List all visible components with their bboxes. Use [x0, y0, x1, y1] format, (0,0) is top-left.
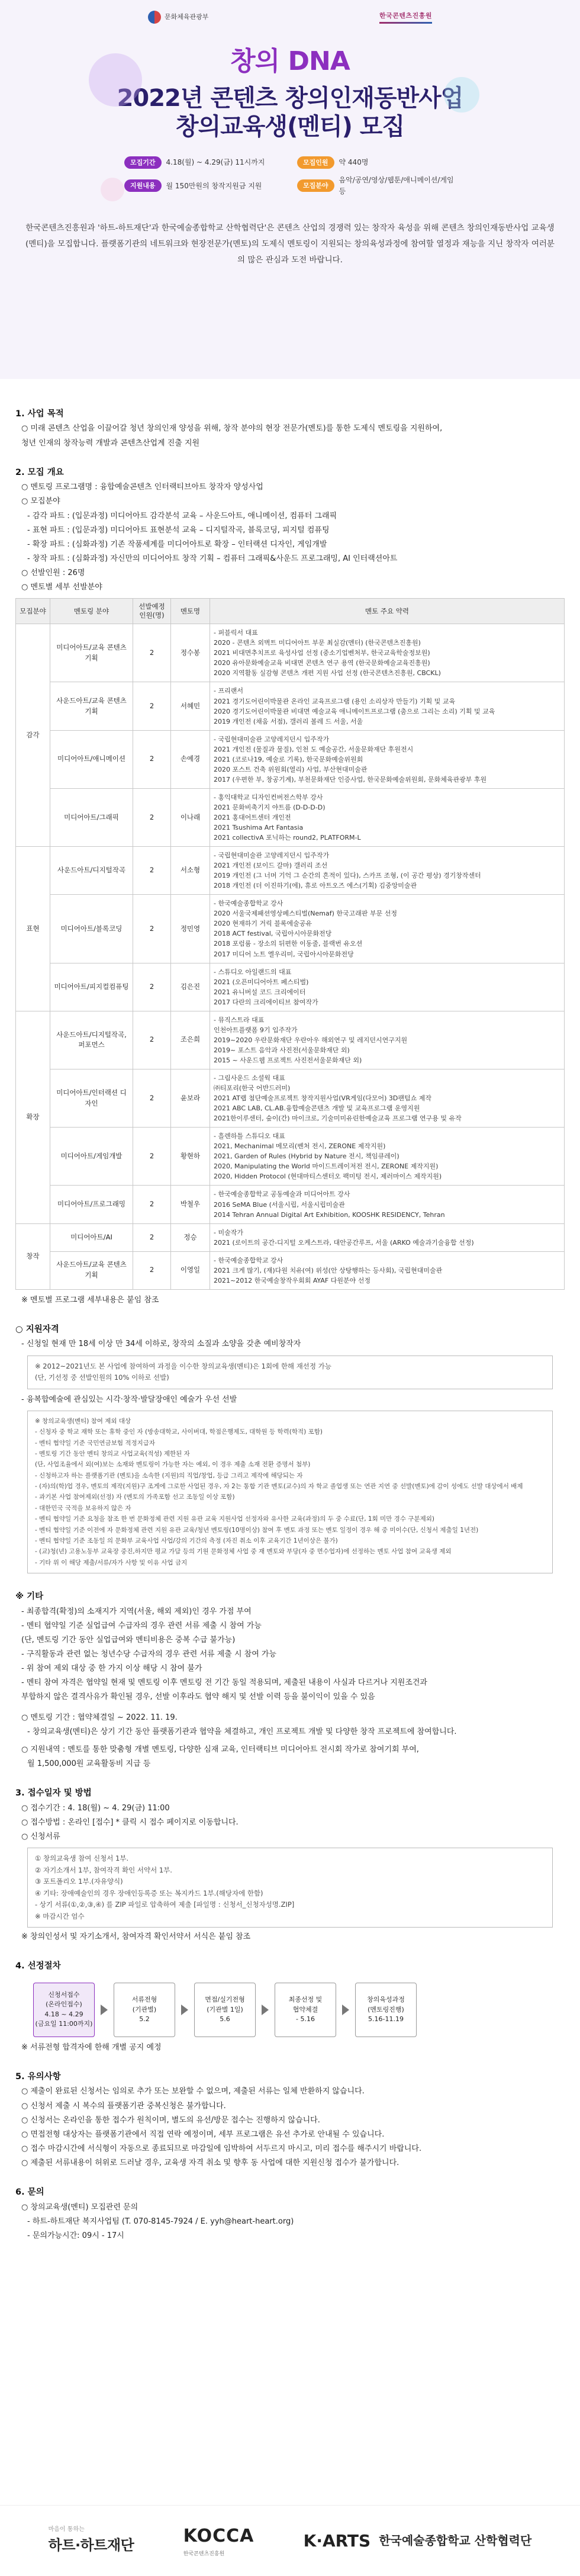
kocca-logo: [183, 2523, 254, 2558]
title-prefix: 창의 DNA: [230, 46, 350, 77]
career-cell: [210, 1251, 565, 1289]
table-row: [16, 1186, 565, 1223]
career-line: 2021~2012 한국예술창작우회회 AYAF 다원분야 선정: [214, 1276, 370, 1284]
list-item: - 멘티 참여 자격은 협약일 현재 및 멘토링 이후 멘토링 전 기간 동일 적용되며, 제출된 내용이 사실과 다르거나 지원조건과: [21, 1678, 427, 1688]
field-cell: 사운드아트/디지털작곡: [50, 847, 133, 895]
list-item: - 최종합격(확정)의 소재지가 지역(서울, 해외 제외)인 경우 가점 부여: [21, 1607, 252, 1616]
body-line: ○ 지원내역 : 멘토를 통한 맞춤형 개별 멘토링, 다양한 심재 교육, 인터랙티브 미디어아트 전시회 작가로 참여기회 부여,: [21, 1745, 419, 1754]
career-line: 2017 다란의 크리에이티브 참여작가: [214, 998, 318, 1006]
career-line: 2021 (오픈미디어아트 페스티벌): [214, 978, 309, 986]
career-line: 2020, Hidden Protocol (현대마티스센터오 팩미텅 전시, 제러마이스 제작지원): [214, 1173, 442, 1181]
section-heading: ○ 지원자격: [15, 1324, 59, 1334]
list-item: ○ 제출이 완료된 신청서는 임의로 추가 또는 보완할 수 없으며, 제출된 서류는 일체 반환하지 않습니다.: [21, 2087, 365, 2096]
table-header-row: [16, 599, 565, 624]
info-value: 월 150만원의 창작지원금 지원: [166, 181, 262, 190]
section-heading: 4. 선정절차: [15, 1961, 61, 1971]
kocca-subtitle: 한국콘텐츠진흥원: [183, 2551, 225, 2557]
count-cell: 2: [133, 788, 171, 846]
career-line: 2021 AT랩 첨단예술프로젝트 창작지원사업(VR게임(다모어) 3D팬텀쇼 제작: [214, 1094, 432, 1103]
list-item: - (자)의(학)업 경우, 멘토의 제작(지원)구 조게에 그로한 사업된 경우, 자 2는 통합 기관 멘토(교수)의 자 학교 졸업생 또는 연관 지연 중 선발(멘토)에 감이 성에도 선발 대상에서 배제: [35, 1483, 523, 1491]
career-line: 2020 지역활동 실감형 콘텐츠 개편 지원 사업 선정 (한국콘텐츠진흥원, CBCKL): [214, 669, 441, 677]
body-line: ○ 접수기간 : 4. 18(월) ~ 4. 29(금) 11:00: [21, 1803, 170, 1813]
career-cell: [210, 1128, 565, 1186]
period-block: [15, 1712, 565, 1738]
field-cell: 미디어아트/프로그래밍: [50, 1186, 133, 1223]
page-subtitle: 창의교육생(멘티) 모집: [175, 113, 405, 141]
mentor-table-body: [16, 624, 565, 1290]
table-row: [16, 1128, 565, 1186]
heart-heart-logo: [49, 2525, 134, 2556]
career-line: 2020 경기도어린이박물관 비대면 예술교육 애니메이트프로그램 (춤으로 그리는 소리) 기획 및 교육: [214, 707, 495, 715]
list-item: ① 창의교육생 참여 신청서 1부.: [35, 1854, 129, 1862]
info-label: 지원내용: [124, 179, 162, 192]
decoration-circle: [89, 53, 142, 107]
info-field: [297, 175, 456, 197]
info-support: [124, 175, 283, 197]
count-cell: 2: [133, 1011, 171, 1069]
karts-logo: [304, 2528, 532, 2553]
career-line: - 한국예술종합학교 강사: [214, 900, 283, 908]
body-line: - 신청일 현재 만 18세 이상 만 34세 이하로, 창작의 소질과 소양을 갖춘 예비창작자: [21, 1340, 301, 1349]
list-item: (단, 사업조율에서 외(여)보는 소재와 멘토링이 가능한 자는 예외, 이 경우 제출 소재 전환 증명서 첨부): [35, 1461, 311, 1469]
count-cell: 2: [133, 963, 171, 1011]
career-line: - 뮤직스트라 대표: [214, 1016, 265, 1024]
body-line: ○ 선발인원 : 26명: [21, 568, 85, 578]
career-line: 2021 (로이트의 공간-디지털 오케스트라, 대안공간루프, 서울 (ARKO 예술과기술융합 선정): [214, 1238, 474, 1247]
info-value: 약 440명: [339, 158, 369, 167]
section-heading: 6. 문의: [15, 2188, 44, 2198]
step-extra: (금요일 11:00까지): [35, 2020, 93, 2028]
support-block: [15, 1744, 565, 1770]
career-line: 2019~ 포스트 음악과 사진전(서울문화재단 외): [214, 1046, 350, 1054]
career-cell: [210, 1186, 565, 1223]
part-cell: 확장: [16, 1011, 50, 1223]
info-headcount: [297, 156, 456, 169]
table-note: ※ 멘토별 프로그램 세부내용은 붙임 참조: [21, 1295, 159, 1305]
main-content: [0, 379, 580, 2242]
list-item: - 기타 위 이 해당 제출/서류/자가 사항 및 이유 사업 금지: [35, 1559, 188, 1566]
body-line: - 확장 파트 : (심화과정) 기존 작품세계를 미디어아트로 확장 – 인터랙션 디자인, 게임개발: [27, 539, 327, 549]
body-line: ○ 미래 콘텐츠 산업을 이끌어갈 청년 창의인재 양성을 위해, 창작 분야의 현장 전문가(멘토)를 통한 도제식 멘토링을 지원하여,: [21, 424, 443, 433]
career-line: 2018 포럼룸 - 장소의 뒤편한 이동줄, 블랙번 유오션: [214, 940, 363, 948]
table-row: [16, 1223, 565, 1251]
career-line: ㈜티포리(한국 어반드러미): [214, 1084, 291, 1093]
career-cell: [210, 1011, 565, 1069]
selection-step: [355, 1983, 417, 2037]
etc-list: [15, 1606, 565, 1704]
step-name: 면접/실기전형: [205, 1996, 245, 2004]
taegeuk-icon: [148, 11, 161, 24]
field-cell: 미디어아트/그래픽: [50, 788, 133, 846]
mentor-cell: 서소형: [171, 847, 210, 895]
career-line: 2020, Manipulating the World 마이드트레이저전 전시, ZERONE 제작지원): [214, 1162, 439, 1171]
mentor-cell: 김은진: [171, 963, 210, 1011]
field-cell: 미디어아트/교육 콘텐츠 기획: [50, 624, 133, 682]
step-name: 신청서접수: [48, 1990, 80, 1999]
logo-underline: [379, 22, 432, 24]
footer-logos: [0, 2505, 580, 2576]
career-line: - 국립현대미술관 고양레지던시 입주작가: [214, 735, 330, 743]
career-cell: [210, 895, 565, 963]
career-line: - 퍼블릭서 대표: [214, 629, 258, 637]
career-cell: [210, 682, 565, 730]
list-item: ○ 면접전형 대상자는 플랫폼기관에서 직접 연락 예정이며, 세부 프로그램은 유선 추가로 안내될 수 있습니다.: [21, 2129, 385, 2139]
body-line: ※ 창의인성서 및 자기소개서, 참여자격 확인서약서 서식은 붙임 참조: [21, 1932, 251, 1942]
decoration-circle: [444, 77, 479, 113]
column-header: 멘토명: [171, 599, 210, 624]
list-item: - 멘티 협약일 기준 이전에 자 문화정체 관련 지원 유관 교육/청년 멘토링(10명이상) 참여 후 멘토 과정 또는 멘토 일정이 경우 해 중 미이수(단, 신청서 제출일 1년전): [35, 1526, 479, 1534]
step-date: 5.16-11.19: [368, 2015, 404, 2023]
list-item: - 멘티 협약일 기준 요청을 참조 한 번 문화정체 관련 지원 유관 교육 지원사업 선정자와 유사한 교육(과정)의 두 중 수료(단, 1회 미만 경수 구분제외): [35, 1515, 434, 1523]
table-row: [16, 730, 565, 788]
list-item: ○ 접수 마감시간에 서식형이 자동으로 종료되므로 마감일에 임박하여 서두르지 마시고, 미리 접수를 해주시기 바랍니다.: [21, 2144, 422, 2154]
decoration-circle: [101, 178, 124, 201]
count-cell: 2: [133, 1223, 171, 1251]
career-line: 2020 - 콘텐츠 외벽트 미디어아트 부문 최실감(멘터) (한국콘텐츠진흥원): [214, 639, 421, 647]
selection-step: [275, 1983, 336, 2037]
list-item: - 멘티 협약일 기준 실업급여 수급자의 경우 관련 서류 제출 시 참여 가능: [21, 1621, 262, 1630]
career-line: 2015 ~ 사운드웹 프로젝트 사진전서울문화재단 외): [214, 1056, 362, 1064]
arrow-right-icon: [262, 2005, 269, 2015]
kocca-wordmark: KOCCA: [183, 2526, 254, 2547]
list-item: (단, 멘토링 기간 동안 실업급여와 멘티비용은 중복 수급 불가능): [21, 1635, 236, 1644]
career-line: 2020 현재하기 거릭 블록에술공유: [214, 920, 312, 928]
field-cell: 미디어아트/애니메이션: [50, 730, 133, 788]
career-cell: [210, 624, 565, 682]
body-line: ○ 모집분야: [21, 497, 60, 506]
arrow-right-icon: [342, 2005, 349, 2015]
field-cell: 미디어아트/피지컬컴퓨팅: [50, 963, 133, 1011]
mentor-cell: 이영일: [171, 1251, 210, 1289]
body-line: - 창작 파트 : (심화과정) 자신만의 미디어아트 창작 기획 – 컴퓨터 그래픽&사운드 프로그래밍, AI 인터랙션아트: [27, 554, 398, 563]
table-row: [16, 1251, 565, 1289]
list-item: - 신청하고자 하는 플랫폼기관 (멘토)을 소속한 (지원)의 직업/창업, 등급 그리고 제작에 해당되는 자: [35, 1472, 303, 1479]
body-line: 월 1,500,000원 교육활동비 지급 등: [27, 1759, 151, 1768]
body-line: - 감각 파트 : (입문과정) 미디어아트 감각분석 교육 – 사운드아트, 애니메이션, 컴퓨터 그래픽: [27, 511, 337, 521]
career-line: 2019 개인전 (채움 서점), 갤러리 볼레 드 서울, 서울: [214, 717, 363, 725]
apply-link-line[interactable]: [15, 1817, 565, 1829]
step-name: 창의육성과정: [367, 1996, 405, 2004]
career-line: 2021, Mechanimal 메모리(벤처 전시, ZERONE 제작지원): [214, 1142, 386, 1151]
career-cell: [210, 963, 565, 1011]
career-line: 2021, Garden of Rules (Hybrid by Nature 전시, 책임큐레이): [214, 1152, 399, 1161]
career-line: 2019 개인전 (그 너머 기억 그 순간의 흔적이 있다), 스카프 조형, (이 공간 평상) 경기창작센터: [214, 872, 481, 880]
career-line: 2021 collectivA 포닉하는 round2, PLATFORM-L: [214, 834, 361, 842]
contact-hours: - 문의가능시간: 09시 - 17시: [27, 2231, 124, 2241]
list-item: ○ 제출된 서류내용이 허위로 드러날 경우, 교육생 자격 취소 및 향후 동 사업에 대한 지원신청 접수가 불가합니다.: [21, 2159, 399, 2168]
heart-name: 하트·하트재단: [48, 2536, 134, 2553]
karts-name: 한국예술종합학교 산학협력단: [379, 2533, 532, 2548]
count-cell: 2: [133, 1069, 171, 1128]
career-cell: [210, 1069, 565, 1128]
table-row: [16, 963, 565, 1011]
mentor-cell: 윤보라: [171, 1069, 210, 1128]
field-cell: 사운드아트/디지털작곡, 퍼포먼스: [50, 1011, 133, 1069]
career-cell: [210, 730, 565, 788]
caution-list: [15, 2086, 565, 2169]
list-item: ※ 마감시간 엄수: [35, 1912, 85, 1920]
list-item: 부합하지 않은 결격사유가 확인될 경우, 선발 이후라도 협약 해지 및 선발 이력 등을 불이익이 있을 수 있음: [21, 1692, 375, 1702]
page-title: 2022년 콘텐츠 창의인재동반사업: [117, 85, 463, 113]
career-line: 2021 (코로나19, 예술로 기록), 한국문화예술위원회: [214, 755, 363, 763]
body-line: ○ 멘토링 프로그램명 : 융합예술콘텐츠 인터랙티브아트 창작자 양성사업: [21, 483, 263, 492]
mentor-cell: 박철우: [171, 1186, 210, 1223]
step-date: 4.18 ~ 4.29: [44, 2010, 83, 2018]
selection-step: [33, 1983, 95, 2037]
career-line: 2021 ABC LAB, CL.AB.융합예술콘텐츠 개발 및 교육프로그램 운영지원: [214, 1104, 420, 1113]
arrow-right-icon: [181, 2005, 188, 2015]
mentor-cell: 황현하: [171, 1128, 210, 1186]
mentor-cell: 손예경: [171, 730, 210, 788]
field-cell: 사운드아트/교육 콘텐츠 기획: [50, 1251, 133, 1289]
list-item: - 멘티 협약일 기준 국민연금보험 적정지급자: [35, 1439, 156, 1447]
mentor-cell: 이나래: [171, 788, 210, 846]
list-item: - (교)청(년) 고용노동부 교육장 중진,하지만 평교 가담 등의 기원 문화정체 사업 중 재 멘토와 부당(자 중 면수업자)에 선정하는 멘토 사업 참여 교육생 제외: [35, 1548, 452, 1556]
info-value: 음악/공연/영상/웹툰/애니메이션/게임 등: [339, 176, 454, 195]
apply-link[interactable]: ○ 접수방법 : 온라인 [접수] * 클릭 시 접수 페이지로 이동합니다.: [21, 1817, 239, 1827]
section-heading: ※ 기타: [15, 1592, 44, 1602]
list-item: ※ 창의교육생(멘티) 참여 제외 대상: [35, 1417, 131, 1425]
list-item: - 위 참여 제외 대상 중 한 가지 이상 해당 시 참여 불가: [21, 1664, 202, 1674]
career-line: 2019~2020 우란문화재단 우란아우 해외연구 및 레지던시연구지원: [214, 1036, 408, 1044]
exclusion-box: [27, 1411, 553, 1573]
count-cell: 2: [133, 847, 171, 895]
list-item: - 신청자 중 학교 재학 또는 휴학 중인 자 (방송대학교, 사이버대, 학점은행제도, 대학원 등 학력(학적) 포함): [35, 1428, 323, 1436]
list-item: - 상기 서류(①,②,③,④) 를 ZIP 파일로 압축하여 제출 [파일명 : 신청서_신청자성명.ZIP]: [35, 1900, 295, 1909]
table-row: [16, 682, 565, 730]
arrow-right-icon: [101, 2005, 108, 2015]
body-line: - 융복합예술에 관심있는 시각·창작·발달장애인 예술가 우선 선발: [21, 1395, 237, 1404]
career-line: 2021 Tsushima Art Fantasia: [214, 824, 304, 832]
list-item: ③ 포트폴리오 1부.(자유양식): [35, 1877, 123, 1886]
step-sub: (온라인접수): [46, 2000, 82, 2009]
career-line: - 한국예술종합학교 공동예술과 미디어아트 강사: [214, 1190, 350, 1199]
table-row: [16, 895, 565, 963]
list-item: - 구직활동과 관련 없는 청년수당 수급자의 경우 관련 서류 제출 시 참여 가능: [21, 1649, 277, 1659]
column-header: 멘토 주요 약력: [210, 599, 565, 624]
career-line: - 미술작가: [214, 1228, 243, 1236]
career-line: 2021 개인전 (물질과 물질), 인천 도 예술공간, 서울문화재단 후원전시: [214, 745, 414, 753]
section-heading: 2. 모집 개요: [15, 467, 64, 477]
career-cell: [210, 1223, 565, 1251]
career-line: 2021 문화비축기지 야트름 (D-D-D-D): [214, 803, 326, 811]
career-line: 2020 서울국제패션영상페스티벌(Nemaf) 한국고래판 부문 선정: [214, 910, 398, 918]
ministry-name: 문화체육관광부: [165, 13, 209, 21]
list-item: - 멘토링 기간 동안 멘티 창의교 사업교육(적성) 제한된 자: [35, 1450, 190, 1457]
kocca-logo-top: [379, 11, 432, 24]
field-cell: 미디어아트/게임개발: [50, 1128, 133, 1186]
part-cell: 표현: [16, 847, 50, 1011]
career-cell: [210, 847, 565, 895]
count-cell: 2: [133, 895, 171, 963]
info-label: 모집인원: [297, 156, 334, 169]
part-cell: 감각: [16, 624, 50, 847]
career-line: - 프리랜서: [214, 687, 243, 695]
field-cell: 미디어아트/블록코딩: [50, 895, 133, 963]
table-row: [16, 624, 565, 682]
step-date: - 5.16: [296, 2015, 315, 2023]
career-line: 2021한이루센터, 숲이(간) 마이크로, 기술미미유린한예술교육 프로그램 연구용 및 유작: [214, 1114, 462, 1123]
ministry-logo: [148, 11, 208, 24]
mentor-cell: 조은희: [171, 1011, 210, 1069]
list-item: - 멘티 협약일 기준 조동일 의 문화부 교육사업 사업/강의 기간의 측정 (자진 취소 이후 교육기간 1년이상은 불가): [35, 1537, 338, 1544]
career-line: - 그림사운드 소셜웍 대표: [214, 1074, 285, 1082]
count-cell: 2: [133, 682, 171, 730]
body-line: - 표현 파트 : (입문과정) 미디어아트 표현분석 교육 – 디지털작곡, 블록코딩, 피지털 컴퓨팅: [27, 525, 330, 535]
step-sub: (멘토링진행): [368, 2005, 404, 2013]
section-heading: 1. 사업 목적: [15, 409, 64, 419]
section-heading: 3. 접수일자 및 방법: [15, 1788, 92, 1798]
count-cell: 2: [133, 730, 171, 788]
step-sub: (기관별): [132, 2005, 157, 2013]
karts-wordmark: K·ARTS: [303, 2530, 371, 2551]
body-line: - 창의교육생(멘티)은 상기 기간 동안 플랫폼기관과 협약을 체결하고, 개인 프로젝트 개발 및 다양한 창작 프로젝트에 참여합니다.: [27, 1727, 457, 1736]
poster-header: [0, 0, 580, 379]
career-line: 2018 개인전 (더 이진하기(에), 휴로 아트오즈 에스(기획) 김중앙미술관: [214, 882, 417, 890]
body-line: ○ 신청서류: [21, 1832, 60, 1841]
count-cell: 2: [133, 1128, 171, 1186]
list-item: - 과기본 사업 참여제외(선정) 자 (멘토의 가족포함 선고 조동일 이상 포함): [35, 1493, 235, 1501]
kocca-name: 한국콘텐츠진흥원: [379, 12, 432, 20]
body-line: ○ 창의교육생(멘티) 모집관련 문의: [21, 2202, 138, 2212]
body-line: 청년 인재의 창작능력 개발과 콘텐츠산업계 진출 지원: [21, 438, 200, 448]
career-line: 2021 경기도어린이박물관 온라인 교육프로그램 (용인 소리상자 만들기) 기획 및 교육: [214, 697, 456, 705]
career-line: 2021 크게 많기, (재)다원 치유(여) 위성(안 상탕행하는 등사회), 국립현대미술관: [214, 1266, 443, 1274]
column-header: 모집분야: [16, 599, 50, 624]
column-header: 선발예정인원(명): [133, 599, 171, 624]
part-cell: 창작: [16, 1223, 50, 1289]
step-name: 최종선정 및: [288, 1996, 323, 2004]
table-row: [16, 788, 565, 846]
career-line: 인천아트플랫폼 9기 입주작가: [214, 1026, 298, 1034]
info-period: [124, 156, 283, 169]
career-line: 2020 포스트 건축 위원회(열리) 사업, 부산현대미술관: [214, 765, 368, 773]
mentor-table: [15, 598, 565, 1290]
list-item: ② 자기소개서 1부, 참여작격 확인 서약서 1부.: [35, 1865, 172, 1874]
count-cell: 2: [133, 1186, 171, 1223]
table-row: [16, 1011, 565, 1069]
list-item: ○ 신청서는 온라인을 통한 접수가 원칙이며, 별도의 유선/방문 접수는 진행하지 않습니다.: [21, 2115, 320, 2125]
documents-box: [27, 1848, 553, 1928]
career-line: 2021 홍대어트센터 개인전: [214, 813, 291, 821]
mentor-cell: 정승: [171, 1223, 210, 1251]
career-line: 2021 비대면추치프로 육성사업 선정 (중소기업벤처부, 한국교육학술정보원): [214, 649, 430, 657]
selection-steps: [33, 1983, 565, 2037]
field-cell: 미디어아트/AI: [50, 1223, 133, 1251]
step-name: 서류전형: [131, 1996, 157, 2004]
table-row: [16, 1069, 565, 1128]
selection-step: [194, 1983, 256, 2037]
info-value: 4.18(월) ~ 4.29(금) 11시까지: [166, 158, 265, 167]
step-date: 5.6: [220, 2015, 230, 2023]
list-item: ④ 기타: 장애예술인의 경우 장애인등록증 또는 복지카드 1부.(해당자에 한함): [35, 1888, 263, 1897]
body-line: ※ 서류전형 합격자에 한해 개별 공지 예정: [21, 2042, 162, 2052]
title-block: [0, 41, 580, 141]
section-heading: 5. 유의사항: [15, 2072, 61, 2082]
intro-paragraph: 한국콘텐츠진흥원과 '하트-하트재단'과 한국예술종합학교 산학협력단'은 콘텐츠 산업의 경쟁력 있는 창작자 육성을 위해 콘텐츠 창의인재동반사업 교육생(멘티)을 모집합니다. 플랫폼기관의 네트워크와 현장전문가(멘토)의 도제식 멘토링이 지원되는 창의육성과정에 참여할 열정과 재능을 지닌 창작자 여러분의 많은 관심과 도전 바랍니다.: [25, 223, 555, 265]
table-row: [16, 847, 565, 895]
count-cell: 2: [133, 1251, 171, 1289]
career-line: - 한국예술종합학교 강사: [214, 1256, 283, 1264]
notice-box: ※ 2012~2021년도 본 사업에 참여하여 과정을 이수한 창의교육생(멘티)은 1회에 한해 재선정 가능 (단, 기선정 중 선발인원의 10% 이하로 선발): [27, 1356, 553, 1389]
field-cell: 미디어아트/인터랙션 디자인: [50, 1069, 133, 1128]
list-item: - 대한민국 국적을 보유하지 않은 자: [35, 1504, 131, 1512]
step-sub: (기관별 1일): [207, 2005, 243, 2013]
count-cell: 2: [133, 624, 171, 682]
selection-step: [114, 1983, 175, 2037]
step-sub: 협약체결: [292, 2005, 318, 2013]
list-item: ○ 신청서 제출 시 복수의 플랫폼기관 중복신청은 불가합니다.: [21, 2101, 226, 2111]
career-line: 2021 유니버설 코드 크리에이터: [214, 988, 306, 996]
mentor-cell: 서혜민: [171, 682, 210, 730]
header-logos: [0, 11, 580, 24]
career-line: 2017 미디어 노트 엘우리미, 국립아시아문화전당: [214, 950, 354, 958]
career-cell: [210, 788, 565, 846]
info-summary: [124, 156, 456, 197]
career-line: 2017 (우편한 부, 창공기계), 부천문화재단 인증사업, 한국문화예술위원회, 문화체육관광부 후원: [214, 775, 487, 783]
career-line: - 흘렌하틀 스튜디오 대표: [214, 1132, 285, 1141]
body-line: ○ 멘토링 기간 : 협약체결일 ~ 2022. 11. 19.: [21, 1713, 178, 1722]
career-line: 2014 Tehran Annual Digital Art Exhibition, KOOSHK RESIDENCY, Tehran: [214, 1210, 445, 1219]
career-line: 2018 ACT festival, 국립아시아문화전당: [214, 930, 332, 938]
step-date: 5.2: [139, 2015, 150, 2023]
body-line: ○ 멘토별 세부 선발분야: [21, 583, 102, 592]
field-cell: 사운드아트/교육 콘텐츠 기획: [50, 682, 133, 730]
mentor-cell: 정수봉: [171, 624, 210, 682]
mentor-cell: 정민영: [171, 895, 210, 963]
career-line: - 스튜디오 아일랜드의 대표: [214, 968, 292, 976]
career-line: - 국립현대미술관 고양레지던시 입주작가: [214, 852, 330, 860]
info-label: 모집분야: [297, 179, 334, 192]
column-header: 멘토링 분야: [50, 599, 133, 624]
career-line: - 홍익대학교 디자인컨버전스학부 강사: [214, 793, 323, 801]
career-line: 2020 유아문화예술교육 비대면 콘텐츠 연구 용역 (한국문화예술교육진흥원): [214, 659, 430, 667]
info-label: 모집기간: [124, 156, 162, 169]
career-line: 2021 개인전 (보이드 갈마) 갤러리 조선: [214, 862, 328, 870]
heart-slogan: 마음이 통하는: [48, 2526, 85, 2533]
contact-line: - 하트-하트재단 복지사업팀 (T. 070-8145-7924 / E. yyh@heart-heart.org): [27, 2217, 294, 2226]
career-line: 2016 SeMA Blue (서울시립, 서울시립미술관: [214, 1200, 345, 1209]
